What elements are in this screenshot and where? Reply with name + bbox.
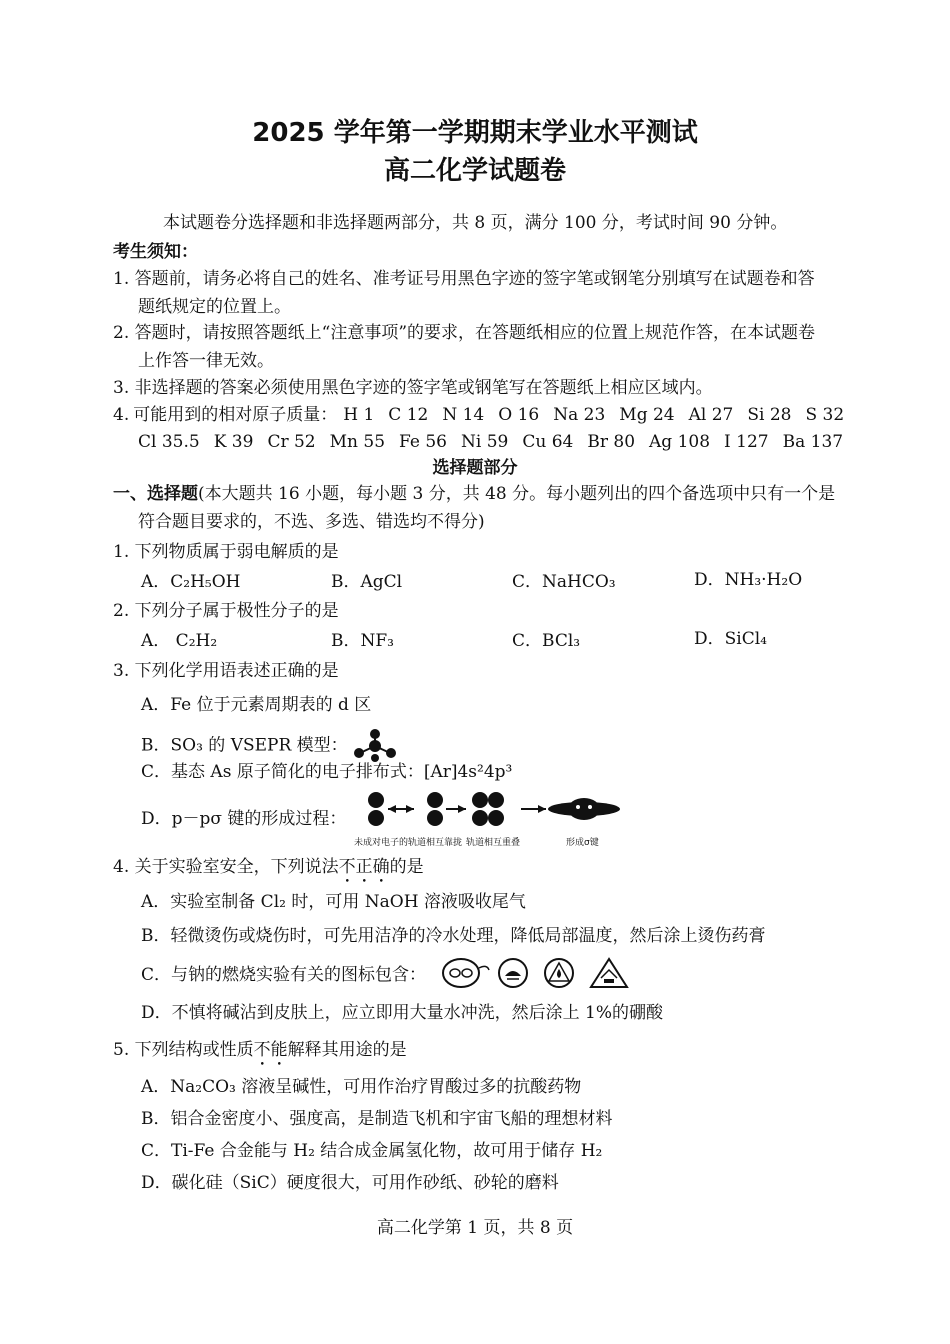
- q2-option-c: C．BCl₃: [512, 631, 581, 651]
- q2-option-a: A． C₂H₂: [141, 631, 218, 651]
- q2-option-d: D．SiCl₄: [694, 629, 767, 649]
- q1-option-c: C．NaHCO₃: [512, 572, 616, 592]
- q3-option-d: D．p－pσ 键的形成过程：: [141, 809, 347, 829]
- safety-icons: [441, 956, 637, 990]
- intro-text: 本试题卷分选择题和非选择题两部分，共 8 页，满分 100 分，考试时间 90 分钟。: [163, 213, 788, 233]
- notice-item-2-cont: 上作答一律无效。: [138, 351, 274, 371]
- q2-option-b: B．NF₃: [331, 631, 394, 651]
- goggles-icon: [443, 959, 489, 987]
- notice-item-2: 2. 答题时，请按照答题纸上“注意事项”的要求，在答题纸相应的位置上规范作答，在本试题卷: [113, 323, 816, 343]
- notice-item-3: 3. 非选择题的答案必须使用黑色字迹的签字笔或钢笔写在答题纸上相应区域内。: [113, 378, 713, 398]
- notice-heading: 考生须知：: [113, 242, 198, 262]
- q5-option-b: B．铝合金密度小、强度高，是制造飞机和宇宙飞船的理想材料: [141, 1109, 613, 1129]
- q5-option-c: C．Ti-Fe 合金能与 H₂ 结合成金属氢化物，故可用于储存 H₂: [141, 1141, 603, 1161]
- question-3-stem: 3. 下列化学用语表述正确的是: [113, 661, 339, 681]
- sigma-caption-2: 轨道相互重叠: [466, 838, 521, 848]
- q1-option-a: A．C₂H₅OH: [141, 572, 241, 592]
- q4-option-d: D．不慎将碱沾到皮肤上，应立即用大量水冲洗，然后涂上 1%的硼酸: [141, 1003, 664, 1023]
- hand-wash-icon: [499, 959, 527, 987]
- exam-subtitle: 高二化学试题卷: [383, 156, 566, 186]
- q5-option-d: D．碳化硅（SiC）硬度很大，可用作砂纸、砂轮的磨料: [141, 1173, 559, 1193]
- part-one-header-cont: 符合题目要求的，不选、多选、错选均不得分): [138, 512, 485, 532]
- q3-option-c: C．基态 As 原子简化的电子排布式：[Ar]4s²4p³: [141, 762, 513, 782]
- q4-option-b: B．轻微烫伤或烧伤时，可先用洁净的冷水处理，降低局部温度，然后涂上烫伤药膏: [141, 926, 766, 946]
- exam-title: 2025 学年第一学期期末学业水平测试: [252, 118, 698, 148]
- question-5-stem: 5. 下列结构或性质不能解释其用途的是: [113, 1040, 407, 1060]
- question-2-stem: 2. 下列分子属于极性分子的是: [113, 601, 339, 621]
- vsepr-model-icon: [353, 729, 397, 763]
- question-1-stem: 1. 下列物质属于弱电解质的是: [113, 542, 339, 562]
- q4-option-a: A．实验室制备 Cl₂ 时，可用 NaOH 溶液吸收尾气: [141, 892, 526, 912]
- q4-option-c: C．与钠的燃烧实验有关的图标包含：: [141, 965, 427, 985]
- question-4-stem: 4. 关于实验室安全，下列说法不正确的是: [113, 857, 424, 877]
- q3-option-b: B．SO₃ 的 VSEPR 模型：: [141, 729, 397, 763]
- section-heading: 选择题部分: [432, 458, 518, 478]
- q1-option-b: B．AgCl: [331, 572, 403, 592]
- notice-item-1-cont: 题纸规定的位置上。: [138, 297, 291, 317]
- notice-item-1: 1. 答题前，请务必将自己的姓名、准考证号用黑色字迹的签字笔或钢笔分别填写在试题卷和答: [113, 269, 815, 289]
- fire-hazard-icon: [545, 959, 573, 987]
- q5-option-a: A．Na₂CO₃ 溶液呈碱性，可用作治疗胃酸过多的抗酸药物: [141, 1077, 582, 1097]
- notice-item-4: 4. 可能用到的相对原子质量： H 1 C 12 N 14 O 16 Na 23 Mg 24 Al 27 Si 28 S 32: [113, 405, 845, 425]
- sigma-caption-3: 形成σ键: [566, 838, 599, 848]
- atomic-mass-row-2: Cl 35.5 K 39 Cr 52 Mn 55 Fe 56 Ni 59 Cu 64 Br 80 Ag 108 I 127 Ba 137: [138, 432, 844, 452]
- q3-option-a: A．Fe 位于元素周期表的 d 区: [141, 695, 372, 715]
- page-footer: 高二化学第 1 页，共 8 页: [376, 1218, 574, 1238]
- part-one-header: 一、选择题(本大题共 16 小题，每小题 3 分，共 48 分。每小题列出的四个备选项中只有一个是: [113, 484, 836, 504]
- corrosion-warning-icon: [591, 959, 627, 987]
- sigma-caption-1: 未成对电子的轨道相互靠拢: [354, 838, 463, 848]
- q1-option-d: D．NH₃·H₂O: [694, 570, 803, 590]
